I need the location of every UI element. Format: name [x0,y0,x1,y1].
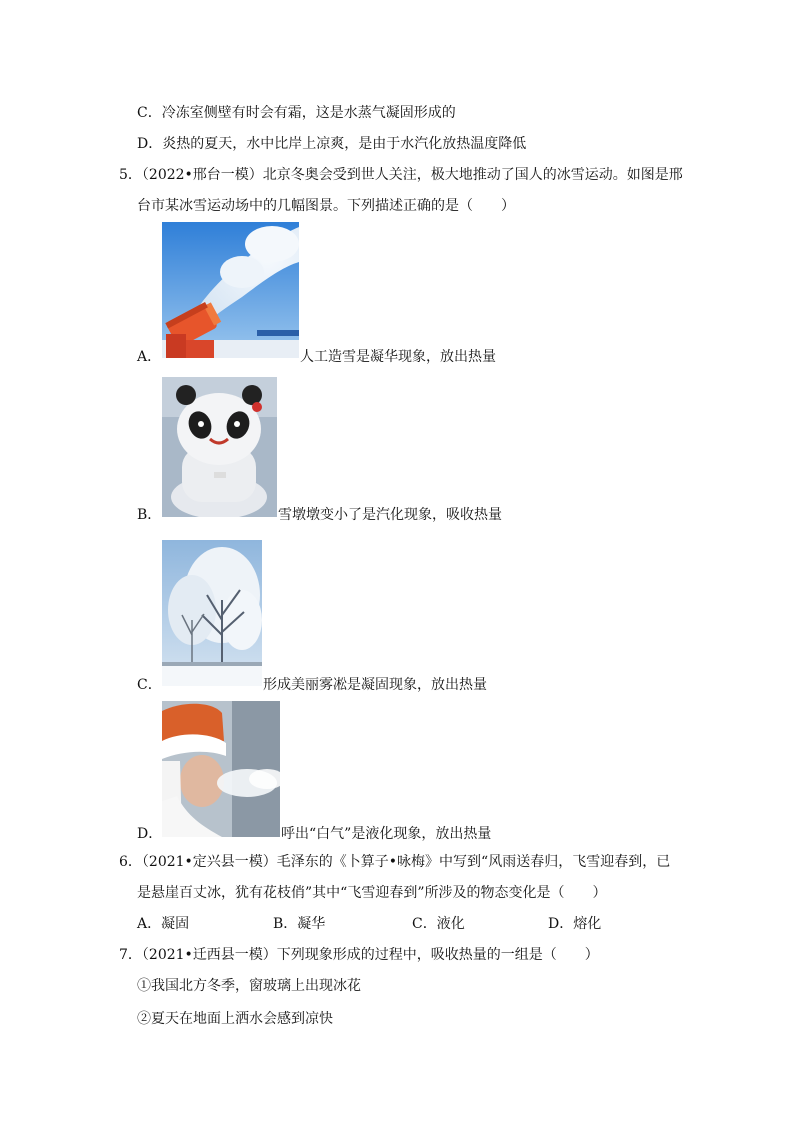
q6-stem-line2: 是悬崖百丈冰，犹有花枝俏”其中“飞雪迎春到”所涉及的物态变化是（ ） [137,885,607,901]
q4-option-d: D．炎热的夏天，水中比岸上凉爽，是由于水汽化放热温度降低 [137,136,527,152]
snow-panda-image [162,377,277,517]
q5-option-c-label: C． [137,677,162,693]
breath-in-cold-image [162,701,280,837]
q5-option-d-text: 呼出“白气”是液化现象，放出热量 [281,826,492,842]
q5-option-b-label: B． [137,507,162,523]
q7-item-1: ①我国北方冬季，窗玻璃上出现冰花 [137,978,361,994]
q6-stem-line1: 6．（2021•定兴县一模）毛泽东的《卜算子•咏梅》中写到“风雨送春归，飞雪迎春到，已 [119,854,671,870]
q4-option-c: C．冷冻室侧壁有时会有霜，这是水蒸气凝固形成的 [137,105,456,121]
q6-option-d: D．熔化 [548,916,602,932]
q5-stem-line1: 5．（2022•邢台一模）北京冬奥会受到世人关注，极大地推动了国人的冰雪运动。如图是邢 [119,167,683,183]
q5-option-d-label: D． [137,826,163,842]
snow-cannon-image [162,222,299,358]
rime-trees-image [162,540,262,686]
q6-option-a: A．凝固 [137,916,190,932]
q5-option-c-text: 形成美丽雾凇是凝固现象，放出热量 [263,677,487,693]
q6-option-b: B．凝华 [273,916,326,932]
q5-option-a-text: 人工造雪是凝华现象，放出热量 [300,349,496,365]
q5-option-b-text: 雪墩墩变小了是汽化现象，吸收热量 [278,507,502,523]
q5-option-a-label: A． [137,349,162,365]
q7-item-2: ②夏天在地面上洒水会感到凉快 [137,1011,333,1027]
q5-stem-line2: 台市某冰雪运动场中的几幅图景。下列描述正确的是（ ） [137,198,515,214]
q7-stem: 7．（2021•迁西县一模）下列现象形成的过程中，吸收热量的一组是（ ） [119,947,599,963]
q6-option-c: C．液化 [412,916,465,932]
